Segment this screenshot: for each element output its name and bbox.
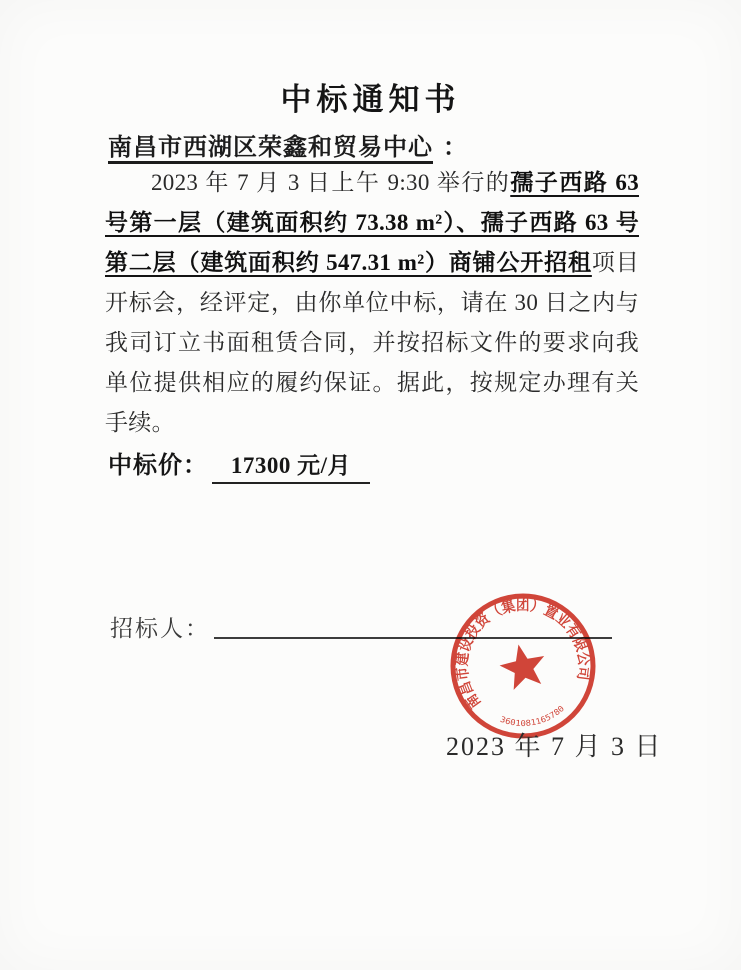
addressee-line <box>108 127 468 162</box>
bid-price-label: 中标价： <box>108 453 208 479</box>
document-title: 中标通知书 <box>280 82 461 117</box>
body-text-project-name: 孺子西路 63 号第一层（建筑面积约 73.38 m²）、孺子西路 63 号第二层（建筑面积约 547.31 m²）商铺公开招租 <box>105 170 639 275</box>
seal-serial-number: 3601081165780 <box>498 704 566 728</box>
body-text-rest: 项目开标会，经评定，由你单位中标，请在 30 日之内与我司订立书面租赁合同，并按招标文件的要求向我单位提供相应的履约保证。据此，按规定办理有关手续。 <box>105 250 639 435</box>
date-line: 2023 年 7 月 3 日 <box>446 732 663 761</box>
seal-company-text: 南昌市建设投资（集团）置业有限公司 <box>453 596 593 712</box>
bid-price-line <box>108 445 370 484</box>
company-seal-stamp <box>443 586 603 746</box>
body-paragraph <box>105 163 639 443</box>
addressee-name: 南昌市西湖区荣鑫和贸易中心 <box>108 135 433 161</box>
bid-price-value: 17300 元/月 <box>212 447 370 484</box>
body-text-intro: 2023 年 7 月 3 日上午 9:30 举行的 <box>151 170 511 195</box>
addressee-colon: ： <box>443 135 468 161</box>
seal-star-icon <box>496 640 550 692</box>
tenderer-label: 招标人： <box>110 616 210 641</box>
